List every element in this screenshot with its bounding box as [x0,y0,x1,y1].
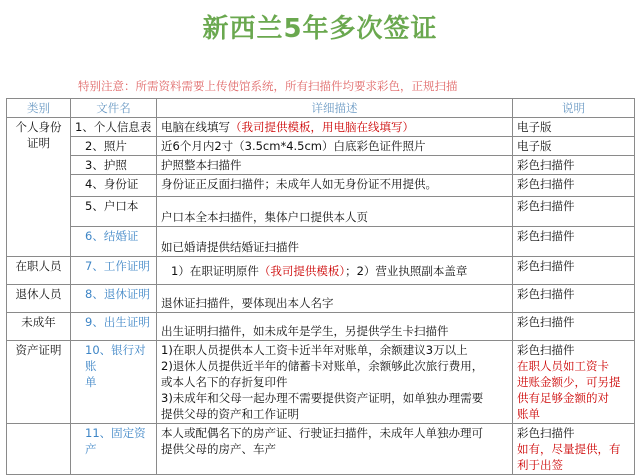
note-cell: 电子版 [513,137,635,156]
note-cell: 彩色扫描件 [513,285,635,313]
file-name: 5、户口本 [71,197,157,227]
detail-cell: 近6个月内2寸（3.5cm*4.5cm）白底彩色证件照片 [157,137,513,156]
table-row [7,285,635,313]
file-name: 4、身份证 [71,175,157,197]
note-cell: 彩色扫描件 如有，尽量提供，有 利于出签 [513,424,635,475]
notice-text: 特别注意：所需资料需要上传使馆系统，所有扫描件均要求彩色，正规扫描 [78,79,458,93]
category-cell: 未成年 [7,313,71,341]
detail-cell: 身份证正反面扫描件；未成年人如无身份证不用提供。 [157,175,513,197]
header-filename: 文件名 [71,99,157,118]
detail-cell: 1）在职证明原件（我司提供模板）；2）营业执照副本盖章 [157,257,513,285]
file-name: 7、工作证明 [71,257,157,285]
detail-cell: 出生证明扫描件，如未成年是学生，另提供学生卡扫描件 [157,313,513,341]
note-cell: 彩色扫描件 [513,257,635,285]
file-name: 8、退休证明 [71,285,157,313]
category-cell: 资产证明 [7,341,71,424]
file-name: 6、结婚证 [71,227,157,257]
table-row [7,156,635,175]
requirements-table [6,98,635,475]
file-name: 2、照片 [71,137,157,156]
page-title: 新西兰5年多次签证 [202,14,438,44]
table-row [7,341,635,424]
note-cell: 彩色扫描件 [513,227,635,257]
detail-cell: 护照整本扫描件 [157,156,513,175]
file-name: 10、银行对账 单 [71,341,157,424]
table-row [7,313,635,341]
note-cell: 彩色扫描件 在职人员如工资卡 进账金额少，可另提 供有足够金额的对 账单 [513,341,635,424]
table-row [7,175,635,197]
note-cell: 电子版 [513,118,635,137]
table-row [7,137,635,156]
detail-cell: 户口本全本扫描件，集体户口提供本人页 [157,197,513,227]
detail-cell: 退休证扫描件，要体现出本人名字 [157,285,513,313]
category-cell: 在职人员 [7,257,71,285]
header-category: 类别 [7,99,71,118]
table-row [7,197,635,227]
category-cell: 个人身份 证明 [7,118,71,257]
file-name: 1、个人信息表 [71,118,157,137]
table-row [7,227,635,257]
table-row [7,424,635,475]
table-row [7,118,635,137]
header-note: 说明 [513,99,635,118]
category-cell [7,424,71,475]
category-cell: 退休人员 [7,285,71,313]
note-cell: 彩色扫描件 [513,313,635,341]
note-cell: 彩色扫描件 [513,175,635,197]
header-detail: 详细描述 [157,99,513,118]
file-name: 11、固定资产 [71,424,157,475]
table-row [7,257,635,285]
detail-cell: 电脑在线填写（我司提供模板，用电脑在线填写） [157,118,513,137]
note-cell: 彩色扫描件 [513,156,635,175]
detail-cell: 1)在职人员提供本人工资卡近半年对账单，余额建议3万以上 2)退休人员提供近半年的储蓄卡对账单，余额够此次旅行费用， 或本人名下的存折复印件 3)未成年和父母一起办理不需要提供资产证明，如单独办理需要 提供父母的资产和工作证明 [157,341,513,424]
file-name: 9、出生证明 [71,313,157,341]
note-cell: 彩色扫描件 [513,197,635,227]
file-name: 3、护照 [71,156,157,175]
detail-cell: 本人或配偶名下的房产证、行驶证扫描件，未成年人单独办理可 提供父母的房产、车产 [157,424,513,475]
detail-cell: 如已婚请提供结婚证扫描件 [157,227,513,257]
table-header-row [7,99,635,118]
